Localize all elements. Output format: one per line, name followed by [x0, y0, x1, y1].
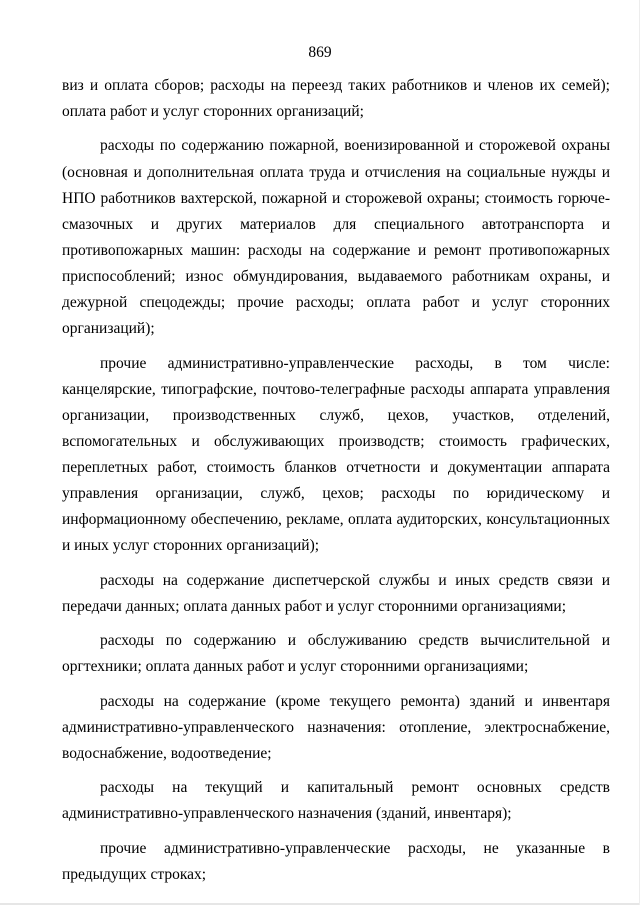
paragraph-security-expenses: расходы по содержанию пожарной, военизированной и сторожевой охраны (основная и дополнительная оплата труда и отчисления на социальные нужды и НПО работников вахтерской, пожарной и сторожевой охраны; стоимость горюче-смазочных и других материалов для специального автотранспорта и противопожарных машин: расходы на содержание и ремонт противопожарных приспособлений; износ обмундирования, выдаваемого работникам охраны, и дежурной спецодежды; прочие расходы; оплата работ и услуг сторонних организаций); — [62, 137, 610, 338]
paragraph-dispatch-expenses: расходы на содержание диспетчерской службы и иных средств связи и передачи данных; оплата данных работ и услуг сторонними организациями; — [62, 571, 610, 615]
paragraph-other-unlisted: прочие административно-управленческие расходы, не указанные в предыдущих строках; — [62, 839, 610, 883]
paragraph-computing-expenses: расходы по содержанию и обслуживанию средств вычислительной и оргтехники; оплата данных работ и услуг сторонними организациями; — [62, 632, 610, 676]
page-number: 869 — [308, 44, 332, 61]
document-body — [62, 73, 610, 896]
paragraph-repair-expenses: расходы на текущий и капитальный ремонт основных средств административно-управленческого назначения (зданий, инвентаря); — [62, 779, 610, 823]
paragraph-building-maintenance: расходы на содержание (кроме текущего ремонта) зданий и инвентаря административно-управленческого назначения: отопление, электроснабжение, водоснабжение, водоотведение; — [62, 692, 610, 762]
paragraph-other-admin-expenses: прочие административно-управленческие расходы, в том числе: канцелярские, типографские, почтово-телеграфные расходы аппарата управления организации, производственных служб, цехов, участков, отделений, вспомогательных и обслуживающих производств; стоимость графических, переплетных работ, стоимость бланков отчетности и документации аппарата управления организации, служб, цехов; расходы по юридическому и информационному обеспечению, рекламе, оплата аудиторских, консультационных и иных услуг сторонних организаций); — [62, 354, 610, 555]
paragraph-continuation: виз и оплата сборов; расходы на переезд таких работников и членов их семей); оплата работ и услуг сторонних организаций; — [62, 77, 610, 121]
